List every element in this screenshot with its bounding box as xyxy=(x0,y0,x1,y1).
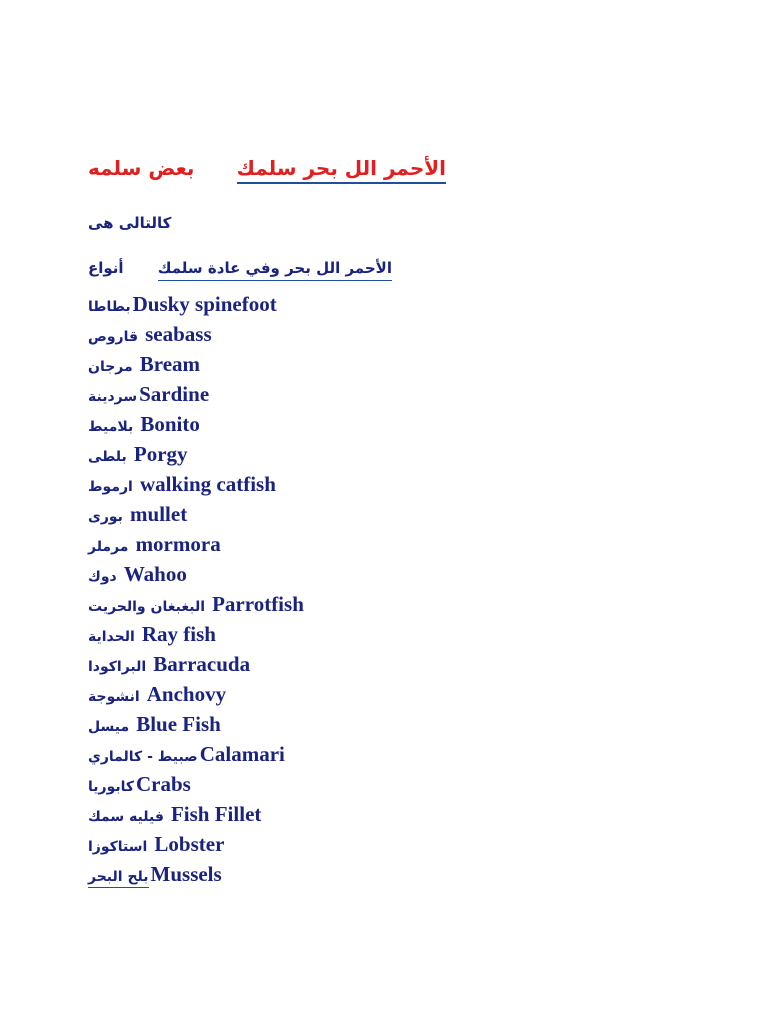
list-item xyxy=(88,440,304,470)
list-item xyxy=(88,740,304,770)
list-item xyxy=(88,770,304,800)
arabic-name: دوك xyxy=(88,569,117,585)
subheading-left-text: أنواع xyxy=(88,259,124,277)
list-item xyxy=(88,470,304,500)
arabic-name: مرجان xyxy=(88,359,133,375)
english-name: Lobster xyxy=(154,832,225,856)
english-name: Blue Fish xyxy=(136,712,221,736)
fish-list xyxy=(88,290,304,890)
list-item xyxy=(88,530,304,560)
english-name: Porgy xyxy=(133,442,188,466)
english-name: Wahoo xyxy=(123,562,187,586)
arabic-name: البراكودا xyxy=(88,659,147,675)
list-item xyxy=(88,290,304,320)
english-name: Anchovy xyxy=(146,682,227,706)
list-item xyxy=(88,860,304,890)
arabic-name: مرملر xyxy=(88,539,129,555)
list-item xyxy=(88,680,304,710)
english-name: Bonito xyxy=(140,412,200,436)
list-item xyxy=(88,800,304,830)
arabic-name: بورى xyxy=(88,509,123,525)
english-name: mullet xyxy=(130,502,188,526)
list-item xyxy=(88,830,304,860)
list-item xyxy=(88,590,304,620)
english-name: Parrotfish xyxy=(212,592,304,616)
subheading-linked-text[interactable]: الأحمر الل بحر وفي عادة سلمك xyxy=(158,259,392,281)
title-right-text xyxy=(237,156,446,180)
section-subheading xyxy=(88,259,392,285)
arabic-name: ارموط xyxy=(88,479,133,495)
arabic-name: انشوجة xyxy=(88,689,140,705)
arabic-name: ميسل xyxy=(88,719,130,735)
arabic-name: بلطى xyxy=(88,449,127,465)
list-item xyxy=(88,650,304,680)
list-item xyxy=(88,350,304,380)
list-item xyxy=(88,710,304,740)
arabic-name: قاروص xyxy=(88,329,139,345)
arabic-name: البغبغان والحريت xyxy=(88,599,206,615)
english-name: Fish Fillet xyxy=(170,802,262,826)
english-name: Calamari xyxy=(199,742,285,766)
document-title xyxy=(88,156,446,186)
list-item xyxy=(88,320,304,350)
title-left-text: بعض سلمه xyxy=(88,156,195,180)
english-name: Barracuda xyxy=(153,652,251,676)
arabic-name: فيليه سمك xyxy=(88,809,164,825)
english-name: Crabs xyxy=(136,772,191,796)
english-name: Bream xyxy=(139,352,201,376)
arabic-name: بطاطا xyxy=(88,299,131,315)
english-name: Mussels xyxy=(150,862,222,886)
intro-text: كالتالى هى xyxy=(88,214,172,232)
list-item xyxy=(88,560,304,590)
english-name: seabass xyxy=(145,322,212,346)
arabic-name-link[interactable]: بلح البحر xyxy=(88,867,149,888)
title-linked-text[interactable]: الأحمر الل بحر سلمك xyxy=(237,156,446,184)
arabic-name: الحداية xyxy=(88,629,135,645)
arabic-name: كابوريا xyxy=(88,779,135,795)
arabic-name: بلاميط xyxy=(88,419,134,435)
english-name: walking catfish xyxy=(139,472,276,496)
list-item xyxy=(88,620,304,650)
english-name: mormora xyxy=(135,532,221,556)
list-item xyxy=(88,500,304,530)
list-item xyxy=(88,380,304,410)
list-item xyxy=(88,410,304,440)
english-name: Ray fish xyxy=(141,622,216,646)
arabic-name: سردينة xyxy=(88,389,138,405)
arabic-name: صبيط - كالماري xyxy=(88,749,198,765)
english-name: Sardine xyxy=(139,382,210,406)
english-name: Dusky spinefoot xyxy=(132,292,277,316)
arabic-name: استاكوزا xyxy=(88,839,148,855)
